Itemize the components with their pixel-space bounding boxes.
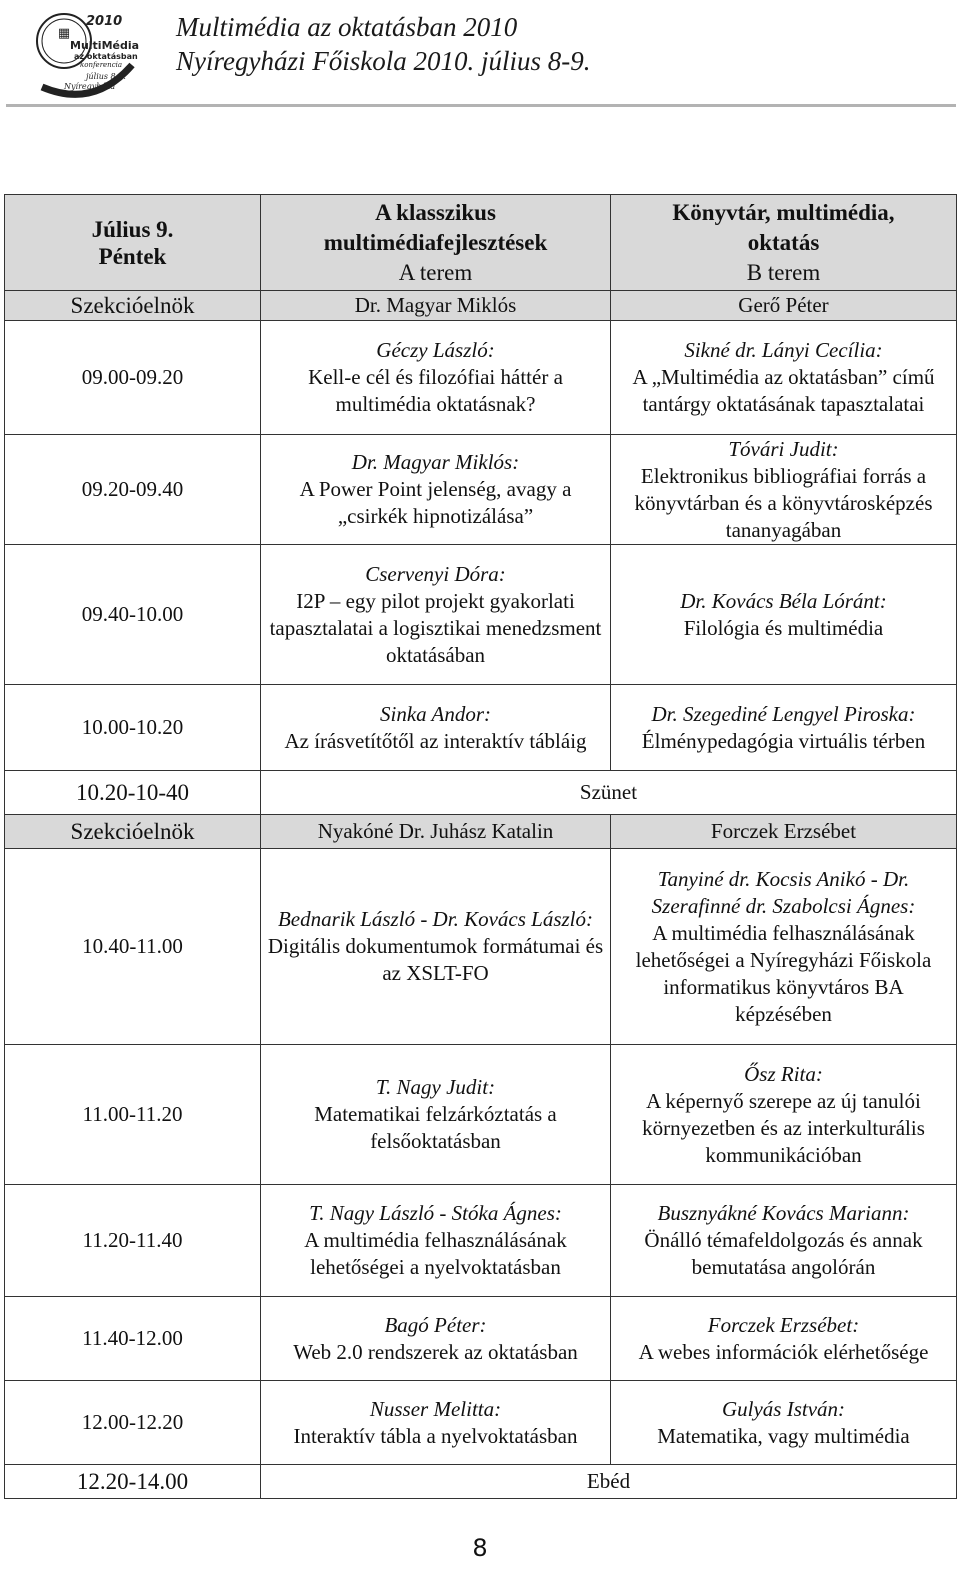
break-row bbox=[5, 771, 957, 815]
day-cell bbox=[5, 195, 261, 291]
column-a-room: A terem bbox=[398, 259, 473, 285]
lunch-label: Ebéd bbox=[261, 1465, 957, 1499]
author: Ősz Rita: bbox=[744, 1061, 823, 1086]
time-cell: 10.00-10.20 bbox=[5, 685, 261, 771]
table-row bbox=[5, 849, 957, 1045]
talk-b bbox=[611, 1297, 957, 1381]
talk-title: A multimédia felhasználásának lehetőségei a Nyíregyházi Főiskola informatikus könyvtáros BA képzésében bbox=[635, 920, 932, 1026]
talk-b bbox=[611, 685, 957, 771]
author: Forczek Erzsébet: bbox=[707, 1312, 860, 1337]
author: Sikné dr. Lányi Cecília: bbox=[684, 338, 883, 362]
talk-title: Filológia és multimédia bbox=[683, 615, 884, 640]
conference-title-line2: Nyíregyházi Főiskola 2010. július 8-9. bbox=[176, 46, 591, 76]
table-row bbox=[5, 1297, 957, 1381]
author: Cservenyi Dóra: bbox=[365, 561, 506, 586]
author: Dr. Szegediné Lengyel Piroska: bbox=[651, 701, 916, 726]
header-divider bbox=[6, 104, 956, 107]
time-cell: 12.00-12.20 bbox=[5, 1381, 261, 1465]
author: Dr. Magyar Miklós: bbox=[351, 450, 520, 474]
author: Sinka Andor: bbox=[379, 701, 492, 726]
table-row bbox=[5, 685, 957, 771]
lunch-time: 12.20-14.00 bbox=[5, 1465, 261, 1499]
author: Dr. Kovács Béla Lóránt: bbox=[680, 588, 887, 613]
talk-title: A Power Point jelenség, avagy a „csirkék hipnotizálása” bbox=[299, 477, 572, 528]
column-a-title-line2: multimédiafejlesztések bbox=[323, 229, 548, 255]
svg-text:konferencia: konferencia bbox=[80, 61, 123, 69]
talk-b bbox=[611, 1045, 957, 1185]
author: T. Nagy László - Stóka Ágnes: bbox=[309, 1201, 562, 1225]
talk-a bbox=[261, 1297, 611, 1381]
conference-title-line1: Multimédia az oktatásban 2010 bbox=[176, 12, 518, 42]
column-b-room: B terem bbox=[746, 259, 821, 285]
column-b-title-line1: Könyvtár, multimédia, bbox=[672, 199, 895, 225]
svg-text:MultiMédia: MultiMédia bbox=[70, 39, 140, 52]
talk-a bbox=[261, 1185, 611, 1297]
chair-a: Dr. Magyar Miklós bbox=[261, 291, 611, 321]
break-time: 10.20-10-40 bbox=[5, 771, 261, 815]
author: Bagó Péter: bbox=[384, 1312, 487, 1337]
table-row bbox=[5, 1381, 957, 1465]
table-header-row bbox=[5, 195, 957, 291]
author: Nusser Melitta: bbox=[369, 1396, 502, 1421]
svg-text:▦: ▦ bbox=[57, 26, 71, 41]
conference-title bbox=[176, 10, 590, 78]
talk-title: Digitális dokumentumok formátumai és az XSLT-FO bbox=[267, 934, 604, 985]
table-row bbox=[5, 435, 957, 545]
day-date: Július 9. bbox=[91, 216, 174, 242]
column-b-header bbox=[611, 195, 957, 291]
page-header bbox=[0, 0, 960, 108]
column-a-header bbox=[261, 195, 611, 291]
talk-a bbox=[261, 545, 611, 685]
talk-a bbox=[261, 1045, 611, 1185]
talk-title: Az írásvetítőtől az interaktív tábláig bbox=[284, 728, 587, 753]
talk-title: Elektronikus bibliográfiai forrás a könyvtárban és a könyvtárosképzés tananyagában bbox=[634, 463, 933, 542]
svg-text:az oktatásban: az oktatásban bbox=[74, 52, 138, 61]
talk-b bbox=[611, 849, 957, 1045]
chair-label: Szekcióelnök bbox=[5, 291, 261, 321]
table-row bbox=[5, 321, 957, 435]
talk-title: Matematika, vagy multimédia bbox=[657, 1423, 910, 1448]
talk-a bbox=[261, 1381, 611, 1465]
author: Busznyákné Kovács Mariann: bbox=[657, 1201, 910, 1225]
talk-title: A „Multimédia az oktatásban” című tantárgy oktatásának tapasztalatai bbox=[632, 365, 935, 416]
table-row bbox=[5, 1045, 957, 1185]
talk-title: Önálló témafeldolgozás és annak bemutatása angolórán bbox=[644, 1228, 923, 1279]
conference-logo bbox=[24, 5, 148, 101]
day-weekday: Péntek bbox=[98, 243, 167, 269]
table-row bbox=[5, 545, 957, 685]
chair-b: Gerő Péter bbox=[611, 291, 957, 321]
talk-title: Interaktív tábla a nyelvoktatásban bbox=[293, 1423, 578, 1448]
svg-text:2010: 2010 bbox=[86, 14, 123, 29]
author: Bednarik László - Dr. Kovács László: bbox=[277, 907, 593, 931]
talk-b bbox=[611, 321, 957, 435]
chair-row bbox=[5, 815, 957, 849]
programme-table bbox=[4, 194, 957, 1499]
talk-title: A webes információk elérhetősége bbox=[638, 1339, 929, 1364]
table-row bbox=[5, 1185, 957, 1297]
chair-label: Szekcióelnök bbox=[5, 815, 261, 849]
talk-a bbox=[261, 685, 611, 771]
lunch-row bbox=[5, 1465, 957, 1499]
talk-a bbox=[261, 321, 611, 435]
author: Géczy László: bbox=[376, 338, 495, 362]
talk-b bbox=[611, 435, 957, 545]
author: Gulyás István: bbox=[721, 1396, 846, 1421]
talk-title: Kell-e cél és filozófiai háttér a multimédia oktatásnak? bbox=[308, 365, 563, 416]
column-b-title-line2: oktatás bbox=[747, 229, 820, 255]
talk-title: A multimédia felhasználásának lehetőségei a nyelvoktatásban bbox=[304, 1228, 567, 1279]
talk-b bbox=[611, 545, 957, 685]
author: T. Nagy Judit: bbox=[375, 1075, 496, 1099]
chair-row bbox=[5, 291, 957, 321]
talk-title: Web 2.0 rendszerek az oktatásban bbox=[293, 1339, 578, 1364]
talk-title: Matematikai felzárkóztatás a felsőoktatásban bbox=[314, 1102, 557, 1153]
talk-a bbox=[261, 849, 611, 1045]
time-cell: 09.00-09.20 bbox=[5, 321, 261, 435]
talk-title: I2P – egy pilot projekt gyakorlati tapasztalatai a logisztikai menedzsment oktatásában bbox=[269, 588, 602, 667]
chair-a: Nyakóné Dr. Juhász Katalin bbox=[261, 815, 611, 849]
time-cell: 09.20-09.40 bbox=[5, 435, 261, 545]
time-cell: 11.40-12.00 bbox=[5, 1297, 261, 1381]
talk-title: A képernyő szerepe az új tanulói környezetben és az interkulturális kommunikációban bbox=[642, 1088, 925, 1167]
time-cell: 09.40-10.00 bbox=[5, 545, 261, 685]
talk-title: Élménypedagógia virtuális térben bbox=[641, 728, 926, 753]
column-a-title-line1: A klasszikus bbox=[375, 199, 496, 225]
talk-b bbox=[611, 1185, 957, 1297]
svg-text:Nyíregyháza: Nyíregyháza bbox=[64, 82, 116, 91]
talk-b bbox=[611, 1381, 957, 1465]
svg-text:július 8-9.: július 8-9. bbox=[86, 72, 126, 81]
author: Tóvári Judit: bbox=[728, 436, 839, 461]
time-cell: 11.20-11.40 bbox=[5, 1185, 261, 1297]
time-cell: 10.40-11.00 bbox=[5, 849, 261, 1045]
break-label: Szünet bbox=[261, 771, 957, 815]
page-number: 8 bbox=[472, 1534, 488, 1562]
author: Tanyiné dr. Kocsis Anikó - Dr. Szerafinné dr. Szabolcsi Ágnes: bbox=[651, 866, 916, 918]
time-cell: 11.00-11.20 bbox=[5, 1045, 261, 1185]
talk-a bbox=[261, 435, 611, 545]
chair-b: Forczek Erzsébet bbox=[611, 815, 957, 849]
